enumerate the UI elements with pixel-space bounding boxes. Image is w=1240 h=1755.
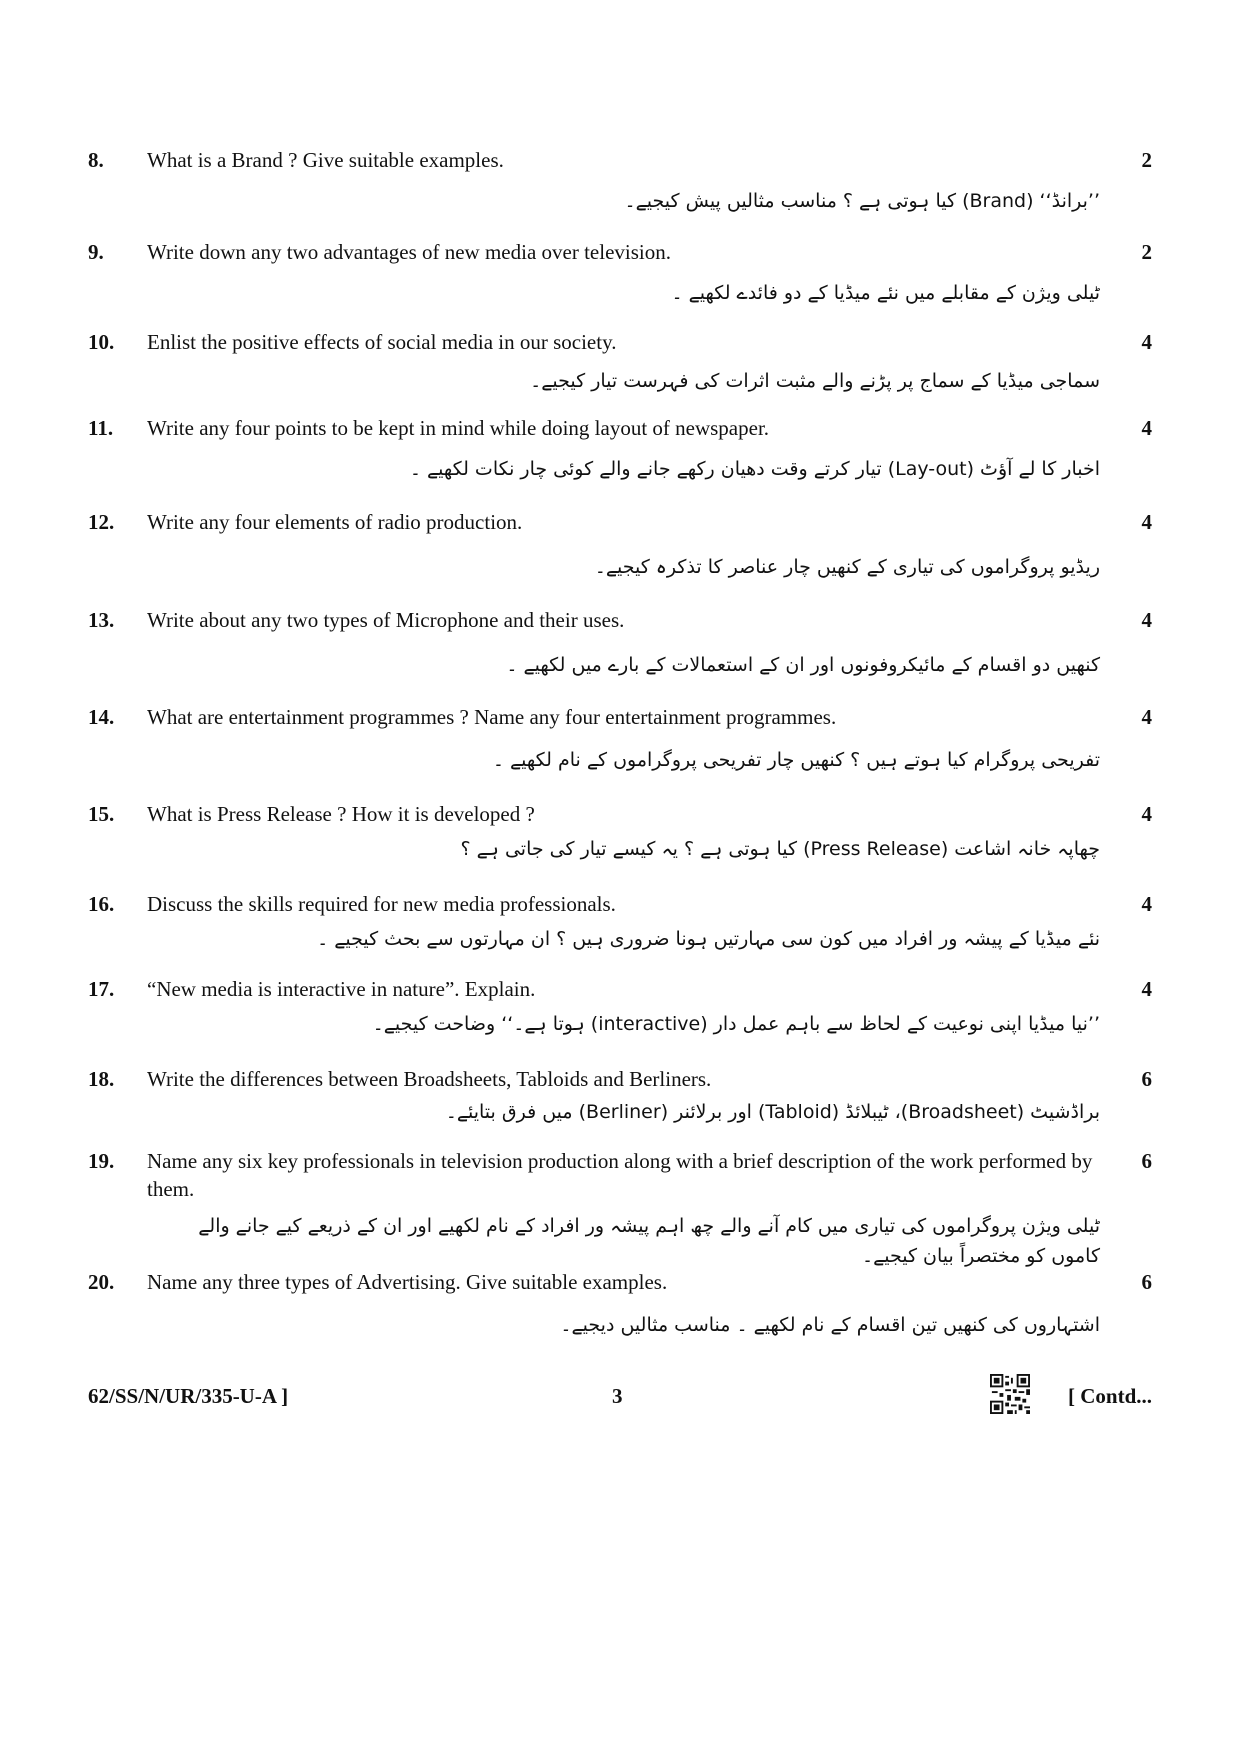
page-number: 3	[612, 1384, 623, 1408]
question-marks: 2	[1141, 240, 1152, 264]
question-text-urdu: تفریحی پروگرام کیا ہوتے ہیں ؟ کنھیں چار تفریحی پروگراموں کے نام لکھیے ۔	[492, 749, 1100, 771]
question-number: 9.	[88, 240, 104, 264]
question-number: 13.	[88, 608, 115, 632]
question-text-urdu: اشتہاروں کی کنھیں تین اقسام کے نام لکھیے ۔ مناسب مثالیں دیجیے۔	[560, 1314, 1100, 1336]
question-text-urdu: چھاپہ خانہ اشاعت (Press Release) کیا ہوتی ہے ؟ یہ کیسے تیار کی جاتی ہے ؟	[460, 838, 1100, 860]
question-marks: 6	[1141, 1067, 1152, 1091]
question-text-english: Enlist the positive effects of social media in our society.	[147, 330, 617, 354]
question-number: 12.	[88, 510, 115, 534]
question-marks: 2	[1141, 148, 1152, 172]
question-text-english: Write the differences between Broadsheets, Tabloids and Berliners.	[147, 1067, 712, 1091]
question-text-urdu: براڈشیٹ (Broadsheet)، ٹیبلائڈ (Tabloid) اور برلائنر (Berliner) میں فرق بتایئے۔	[445, 1101, 1100, 1123]
question-marks: 4	[1141, 510, 1152, 534]
question-text-urdu: ’’نیا میڈیا اپنی نوعیت کے لحاظ سے باہم عمل دار (interactive) ہوتا ہے۔‘‘ وضاحت کیجیے۔	[372, 1013, 1100, 1035]
question-text-english: Write down any two advantages of new media over television.	[147, 240, 671, 264]
question-text-english: “New media is interactive in nature”. Explain.	[147, 977, 536, 1001]
question-marks: 4	[1141, 802, 1152, 826]
question-text-urdu: ریڈیو پروگراموں کی تیاری کے کنھیں چار عناصر کا تذکرہ کیجیے۔	[594, 556, 1100, 578]
qr-code-icon	[990, 1374, 1030, 1414]
question-number: 8.	[88, 148, 104, 172]
question-text-urdu: ’’برانڈ‘‘ (Brand) کیا ہوتی ہے ؟ مناسب مثالیں پیش کیجیے۔	[624, 190, 1100, 212]
question-text-urdu: ٹیلی ویژن کے مقابلے میں نئے میڈیا کے دو فائدے لکھیے ۔	[671, 282, 1100, 304]
question-number: 16.	[88, 892, 115, 916]
question-text-english: What is Press Release ? How it is developed ?	[147, 802, 535, 826]
question-text-urdu: سماجی میڈیا کے سماج پر پڑنے والے مثبت اثرات کی فہرست تیار کیجیے۔	[530, 370, 1100, 392]
question-number: 14.	[88, 705, 115, 729]
question-marks: 6	[1141, 1149, 1152, 1173]
question-text-english: Discuss the skills required for new media professionals.	[147, 892, 616, 916]
question-text-urdu: نئے میڈیا کے پیشہ ور افراد میں کون سی مہارتیں ہونا ضروری ہیں ؟ ان مہارتوں سے بحث کیجیے ۔	[317, 928, 1100, 950]
question-text-english: What are entertainment programmes ? Name any four entertainment programmes.	[147, 705, 837, 729]
question-marks: 6	[1141, 1270, 1152, 1294]
question-number: 17.	[88, 977, 115, 1001]
continued-label: [ Contd...	[1067, 1384, 1152, 1408]
question-text-english: Write about any two types of Microphone and their uses.	[147, 608, 625, 632]
question-text-urdu: کنھیں دو اقسام کے مائیکروفونوں اور ان کے استعمالات کے بارے میں لکھیے ۔	[506, 654, 1100, 676]
question-marks: 4	[1141, 608, 1152, 632]
paper-code: 62/SS/N/UR/335-U-A ]	[88, 1384, 289, 1408]
question-marks: 4	[1141, 705, 1152, 729]
page-footer	[0, 1382, 1240, 1422]
question-number: 10.	[88, 330, 115, 354]
question-text-english: Write any four points to be kept in mind while doing layout of newspaper.	[147, 416, 770, 440]
question-text-english: Name any six key professionals in television production along with a brief description of the work performed by them.	[147, 1149, 1093, 1201]
question-text-urdu: اخبار کا لے آؤٹ (Lay-out) تیار کرتے وقت دھیان رکھے جانے والے کوئی چار نکات لکھیے ۔	[409, 458, 1100, 480]
question-number: 18.	[88, 1067, 115, 1091]
question-text-urdu: ٹیلی ویژن پروگراموں کی تیاری میں کام آنے والے چھ اہم پیشہ ور افراد کے نام لکھیے اور ان کے ذریعے کیے جانے والے کاموں کو مختصراً بیان کیجیے۔	[198, 1215, 1100, 1267]
question-marks: 4	[1141, 977, 1152, 1001]
question-marks: 4	[1141, 330, 1152, 354]
question-number: 11.	[88, 416, 114, 440]
question-marks: 4	[1141, 416, 1152, 440]
question-text-english: What is a Brand ? Give suitable examples.	[147, 148, 504, 172]
question-marks: 4	[1141, 892, 1152, 916]
question-number: 20.	[88, 1270, 115, 1294]
question-number: 15.	[88, 802, 115, 826]
question-text-english: Name any three types of Advertising. Give suitable examples.	[147, 1270, 668, 1294]
question-text-english: Write any four elements of radio production.	[147, 510, 523, 534]
question-number: 19.	[88, 1149, 115, 1173]
